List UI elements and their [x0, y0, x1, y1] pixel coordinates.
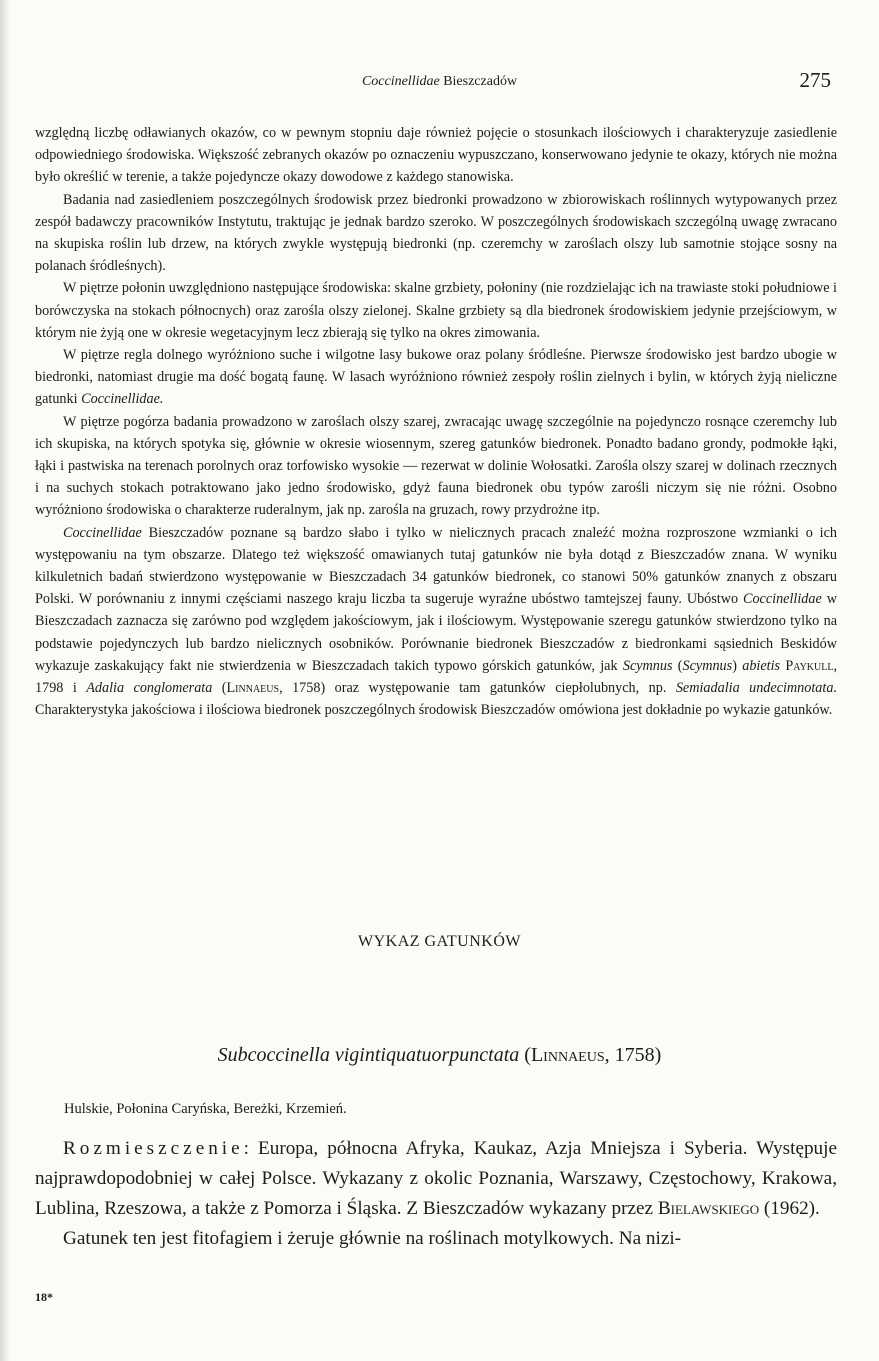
- text-run: W piętrze pogórza badania prowadzono w zaroślach olszy szarej, zwracając uwagę szczególnie na pojedynczo rosnące czeremchy lub ich skupiska, na których spotyka się, głównie w okresie wiosennym, szereg gatunków biedronek. Ponadto badano grondy, podmokłe łąki, łąki i pastwiska na terenach porolnych oraz torfowisko wysokie — rezerwat w dolinie Wołosatki. Zarośla olszy szarej w dolinach rzecznych i na suchych stokach potraktowano jako jedno środowisko, gdyż fauna biedronek obu typów zarośli niczym się nie różni. Osobno wyróżniono środowiska o charakterze ruderalnym, jak np. zarośla na gruzach, rowy przydrożne itp.: [35, 413, 837, 519]
- running-title-italic: Coccinellidae: [361, 74, 440, 89]
- species-paragraph: [35, 1134, 837, 1224]
- text-run-sc: Linnaeus: [530, 1044, 605, 1066]
- text-run: , 1758) oraz występowanie tam gatunków ciepłolubnych, np.: [279, 680, 676, 697]
- text-run-it: Coccinellidae: [63, 524, 142, 541]
- paragraph: [35, 344, 837, 411]
- text-run: w Bieszczadach zaznacza się zarówno pod względem jakościowym, jak i ilościowym. Występowanie szeregu gatunków stwierdzono tylko na podstawie pojedynczych lub bardzo nielicznych osobników. Porównanie biedronek Bieszczadów z biedronkami sąsiednich Beskidów wykazuje zaskakujący fakt nie stwierdzenia w Bieszczadach takich typowo górskich gatunków, jak: [35, 591, 837, 674]
- binding-shadow: [0, 0, 10, 1361]
- text-run: Badania nad zasiedleniem poszczególnych środowisk przez biedronki prowadzono w zbiorowiskach roślinnych wytypowanych przez zespół badawczy pracowników Instytutu, traktując je jednak bardzo szeroko. W poszczególnych środowiskach szczególną uwagę zwracano na skupiska roślin lub drzew, na których zwykle występują biedronki (np. czeremchy w zaroślach olszy lub samotnie stojące sosny na polanach śródleśnych).: [35, 191, 837, 275]
- text-run: W piętrze połonin uwzględniono następujące środowiska: skalne grzbiety, połoniny (nie rozdzielając ich na trawiaste stoki południowe i borówczyska na stokach północnych) oraz zarośla olszy zielonej. Skalne grzbiety są dla biedronek środowiskiem jedynie przejściowym, w którym nie żyją one w okresie wegetacyjnym lecz zbierają się tylko na okres zimowania.: [35, 280, 837, 341]
- running-title: [0, 74, 879, 90]
- text-run-spaced: Rozmieszczenie: [63, 1138, 244, 1159]
- text-run: : Europa, północna Afryka, Kaukaz, Azja Mniejsza i Syberia. Występuje najprawdopodobniej w całej Polsce. Wykazany z okolic Poznania, Warszawy, Częstochowy, Krakowa, Lublina, Rzeszowa, a także z Pomorza i Śląska. Z Bieszczadów wykazany przez: [35, 1138, 837, 1219]
- paragraph: [35, 411, 837, 522]
- text-run-it: Adalia conglomerata: [86, 680, 213, 697]
- text-run: (1962).: [759, 1198, 820, 1219]
- page-header: [0, 68, 879, 98]
- text-run-it: Coccinellidae.: [81, 391, 164, 408]
- text-run-it: Scymnus: [682, 657, 733, 674]
- text-run: , 1798 i: [35, 657, 837, 697]
- text-run: Charakterystyka jakościowa i ilościowa biedronek poszczególnych środowisk Bieszczadów omówiona jest dokładnie po wykazie gatunków.: [35, 702, 833, 719]
- text-run: względną liczbę odławianych okazów, co w pewnym stopniu daje również pojęcie o stosunkach ilościowych i charakteryzuje zasiedlenie odpowiedniego środowiska. Większość zebranych okazów po oznaczeniu wypuszczano, konserwowano jedynie te okazy, których nie można było określić w terenie, a także pojedyncze okazy dowodowe z każdego stanowiska.: [35, 125, 837, 186]
- text-run: (: [212, 680, 227, 697]
- section-heading: WYKAZ GATUNKÓW: [358, 933, 521, 950]
- text-run: (: [519, 1044, 531, 1066]
- text-run: Gatunek ten jest fitofagiem i żeruje głównie na roślinach motylkowych. Na nizi-: [63, 1228, 682, 1249]
- text-run-it: Coccinellidae: [743, 591, 822, 608]
- localities: Hulskie, Połonina Caryńska, Bereżki, Krzemień.: [64, 1101, 347, 1117]
- running-title-rest: Bieszczadów: [439, 74, 518, 89]
- text-run-it: Subcoccinella vigintiquatuorpunctata: [217, 1044, 520, 1066]
- text-run-it: abietis: [742, 657, 781, 674]
- text-run: Bieszczadów poznane są bardzo słabo i tylko w nielicznych pracach znaleźć można rozproszone wzmianki o ich występowaniu na tym obszarze. Dlatego też większość omawianych tutaj gatunków nie była dotąd z Bieszczadów znana. W wyniku kilkuletnich badań stwierdzono występowanie w Bieszczadach 34 gatunków biedronek, co stanowi 50% gatunków znanych z obszaru Polski. W porównaniu z innymi częściami naszego kraju liczba ta sugeruje wyraźne ubóstwo tamtejszej fauny. Ubóstwo: [35, 524, 837, 608]
- species-text: [35, 1134, 837, 1254]
- text-run-it: Scymnus: [622, 657, 673, 674]
- text-run-sc: Bielawskiego: [657, 1198, 760, 1219]
- text-run-it: Semiadalia undecimnotata.: [675, 680, 837, 697]
- page-number: 275: [799, 68, 831, 92]
- text-run: ): [732, 657, 743, 674]
- paragraph: [35, 277, 837, 344]
- sheet-signature: 18*: [35, 1290, 53, 1304]
- text-run-sc: Linnaeus: [226, 680, 280, 697]
- species-heading: [0, 1044, 879, 1067]
- text-run: , 1758): [604, 1044, 662, 1066]
- text-run-sc: Paykull: [785, 657, 834, 674]
- species-paragraph: [35, 1224, 837, 1254]
- text-run: (: [672, 657, 683, 674]
- paragraph: [35, 189, 837, 278]
- paragraph: [35, 522, 837, 722]
- paragraph: [35, 122, 837, 189]
- text-run: W piętrze regla dolnego wyróżniono suche i wilgotne lasy bukowe oraz polany śródleśne. Pierwsze środowisko jest bardzo ubogie w biedronki, natomiast drugie ma dość bogatą faunę. W lasach wyróżniono również zespoły roślin zielnych i bylin, w których żyją nieliczne gatunki: [35, 347, 837, 408]
- main-text: [35, 122, 837, 721]
